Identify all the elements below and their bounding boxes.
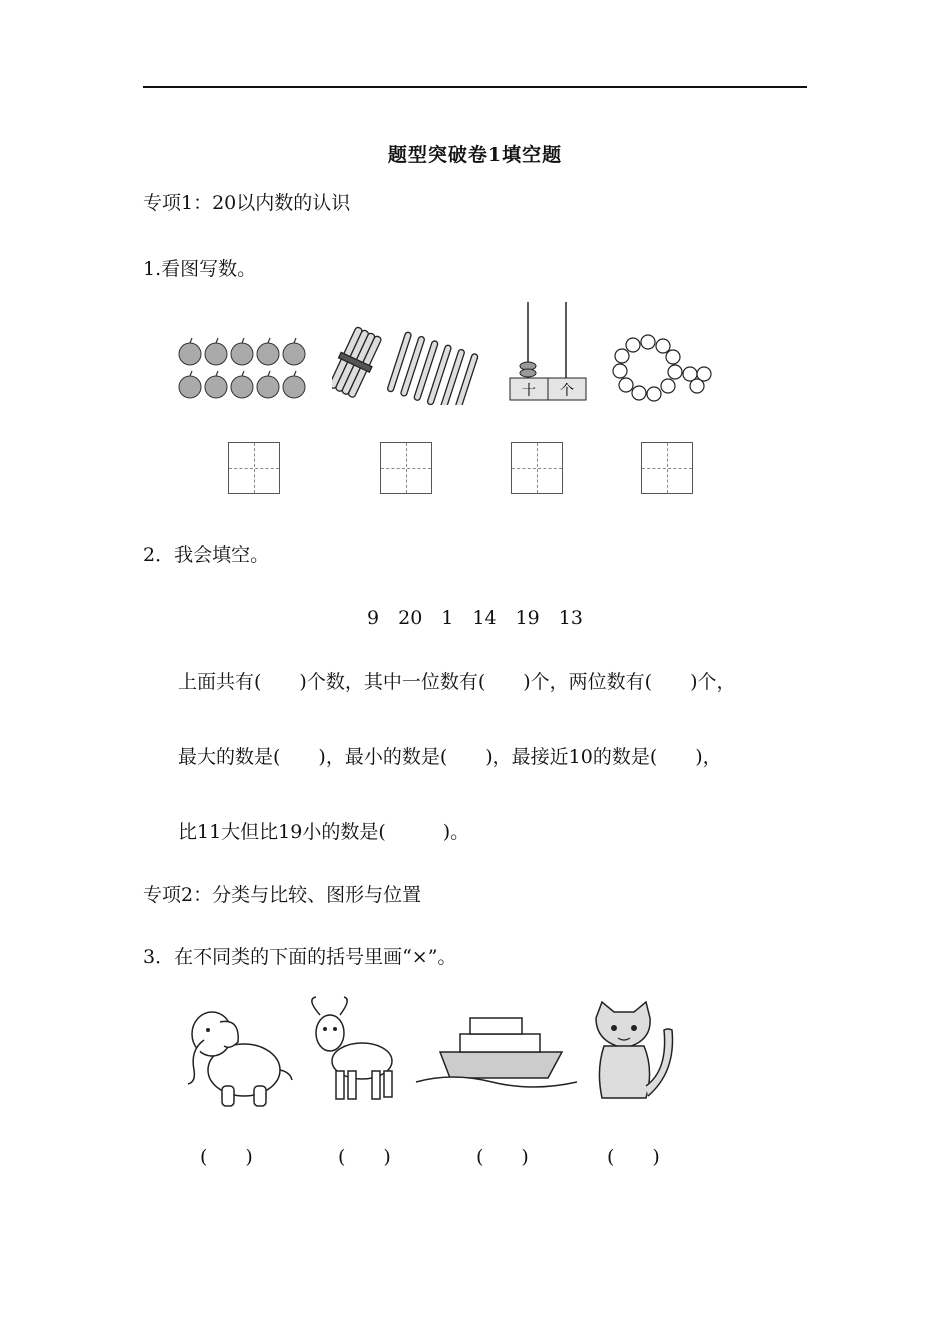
abacus-tens-label: 十 (522, 383, 536, 399)
answer-paren-1[interactable]: ( ) (200, 1146, 253, 1168)
sticks-figure (332, 325, 492, 405)
circles-figure (612, 334, 718, 406)
page-title: 题型突破卷1填空题 (387, 144, 563, 166)
question-2: 2．我会填空。 (143, 544, 270, 566)
answer-paren-2[interactable]: ( ) (338, 1146, 391, 1168)
section2-heading: 专项2：分类与比较、图形与位置 (143, 884, 422, 906)
elephant-picture (180, 1000, 300, 1112)
question-1: 1.看图写数。 (143, 258, 257, 280)
cat-picture (588, 1000, 678, 1104)
abacus-ones-label: 个 (560, 383, 574, 399)
answer-paren-4[interactable]: ( ) (607, 1146, 660, 1168)
answer-box-1[interactable] (228, 442, 280, 494)
answer-paren-3[interactable]: ( ) (476, 1146, 529, 1168)
abacus-figure (508, 300, 588, 404)
question-2-line3: 比11大但比19小的数是( )。 (178, 821, 470, 843)
apples-figure (176, 335, 312, 405)
question-2-line2: 最大的数是( )，最小的数是( )，最接近10的数是( )， (178, 746, 722, 768)
goat-picture (296, 995, 406, 1107)
section1-heading: 专项1：20以内数的认识 (143, 192, 351, 214)
question-2-line1: 上面共有( )个数，其中一位数有( )个，两位数有( )个， (178, 671, 736, 693)
ship-picture (412, 1008, 582, 1094)
number-list: 9 20 1 14 19 13 (367, 607, 583, 629)
answer-box-4[interactable] (641, 442, 693, 494)
header-rule (143, 86, 807, 88)
question-3: 3．在不同类的下面的括号里画“×”。 (143, 946, 457, 968)
answer-box-2[interactable] (380, 442, 432, 494)
answer-box-3[interactable] (511, 442, 563, 494)
